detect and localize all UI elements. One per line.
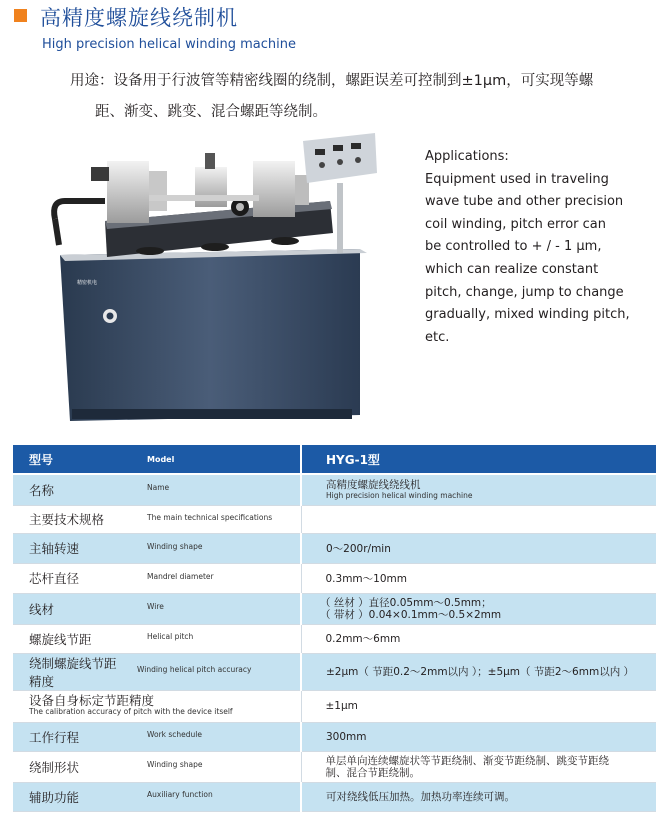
table-row [13, 751, 656, 782]
row-label-en: The calibration accuracy of pitch with the device itself [29, 707, 233, 716]
row-value: 300mm [301, 722, 656, 751]
row-value-line-1: 单层单向连续螺旋状等节距绕制、渐变节距绕制、跳变节距绕 [325, 754, 609, 767]
applications-line: wave tube and other precision [425, 194, 624, 210]
applications-line: coil winding, pitch error can [425, 216, 606, 232]
row-value: 0～200r/min [301, 533, 656, 563]
page-subtitle: High precision helical winding machine [42, 37, 296, 52]
row-label-cn: 主轴转速 [13, 533, 133, 563]
brand-label: 精密机电 [77, 280, 98, 286]
row-value [301, 751, 656, 782]
row-label-en: Work schedule [133, 722, 301, 751]
table-row [13, 782, 656, 811]
row-value-en: High precision helical winding machine [326, 490, 473, 500]
row-value-cn: 高精度螺旋线绕线机 [326, 478, 421, 491]
row-value: 可对绕线低压加热。加热功率连续可调。 [301, 782, 656, 811]
header-model-value: HYG-1型 [301, 445, 656, 474]
row-label-cn: 名称 [13, 474, 133, 505]
row-value: 0.3mm～10mm [301, 563, 656, 593]
applications-text [425, 146, 660, 349]
table-row [13, 474, 656, 505]
table-row [13, 593, 656, 624]
row-value-line-2: 制、混合节距绕制。 [325, 766, 420, 779]
row-label-cn: 主要技术规格 [13, 505, 133, 533]
row-value [301, 505, 656, 533]
table-row [13, 653, 656, 690]
applications-line: be controlled to + / - 1 μm, [425, 239, 602, 255]
usage-line-1: 用途：设备用于行波管等精密线圈的绕制，螺距误差可控制到±1μm，可实现等螺 [70, 73, 594, 89]
applications-line: Equipment used in traveling [425, 171, 609, 187]
row-label-en: The main technical specifications [133, 505, 301, 533]
spec-table [13, 445, 656, 812]
row-label-cn: 螺旋线节距 [13, 624, 133, 653]
row-label-merged [13, 690, 301, 722]
row-label-en: Auxiliary function [133, 782, 301, 811]
usage-line-2: 距、渐变、跳变、混合螺距等绕制。 [95, 104, 327, 120]
row-value: 0.2mm～6mm [301, 624, 656, 653]
row-label-cn: 辅助功能 [13, 782, 133, 811]
row-value: ±2μm（ 节距0.2～2mm以内 ）；±5μm（ 节距2～6mm以内 ） [301, 653, 656, 690]
row-label-cn: 绕制形状 [13, 751, 133, 782]
table-row [13, 563, 656, 593]
row-value: ±1μm [301, 690, 656, 722]
table-header-row [13, 445, 656, 474]
row-label-en: Wire [133, 593, 301, 624]
usage-paragraph [70, 66, 655, 128]
row-value [301, 474, 656, 505]
row-label-en: Name [133, 474, 301, 505]
row-label-en: Mandrel diameter [133, 563, 301, 593]
applications-line: Applications: [425, 149, 509, 164]
row-label-cn: 线材 [13, 593, 133, 624]
row-label-en: Helical pitch [133, 624, 301, 653]
table-row [13, 624, 656, 653]
row-label-cn: 设备自身标定节距精度 [29, 693, 155, 708]
title-square-icon [14, 9, 27, 22]
table-row [13, 533, 656, 563]
row-label-cn: 绕制螺旋线节距精度 [13, 653, 133, 690]
machine-photo [45, 131, 405, 427]
header-model-en: Model [133, 445, 301, 474]
row-value-line-1: （ 丝材 ）直径0.05mm～0.5mm； [320, 596, 492, 609]
applications-line: gradually, mixed winding pitch, [425, 307, 630, 323]
applications-line: etc. [425, 329, 450, 345]
row-label-cn: 芯杆直径 [13, 563, 133, 593]
row-label-en: Winding shape [133, 533, 301, 563]
row-value-line-2: （ 带材 ）0.04×0.1mm～0.5×2mm [320, 608, 502, 621]
row-label-en: Winding helical pitch accuracy [133, 653, 301, 690]
applications-line: which can realize constant [425, 261, 599, 277]
row-label-en: Winding shape [133, 751, 301, 782]
applications-line: pitch, change, jump to change [425, 284, 624, 300]
table-row [13, 505, 656, 533]
row-value [301, 593, 656, 624]
row-label-cn: 工作行程 [13, 722, 133, 751]
page-title: 高精度螺旋线绕制机 [40, 6, 238, 30]
table-row [13, 690, 656, 722]
header-model-cn: 型号 [13, 445, 133, 474]
table-row [13, 722, 656, 751]
